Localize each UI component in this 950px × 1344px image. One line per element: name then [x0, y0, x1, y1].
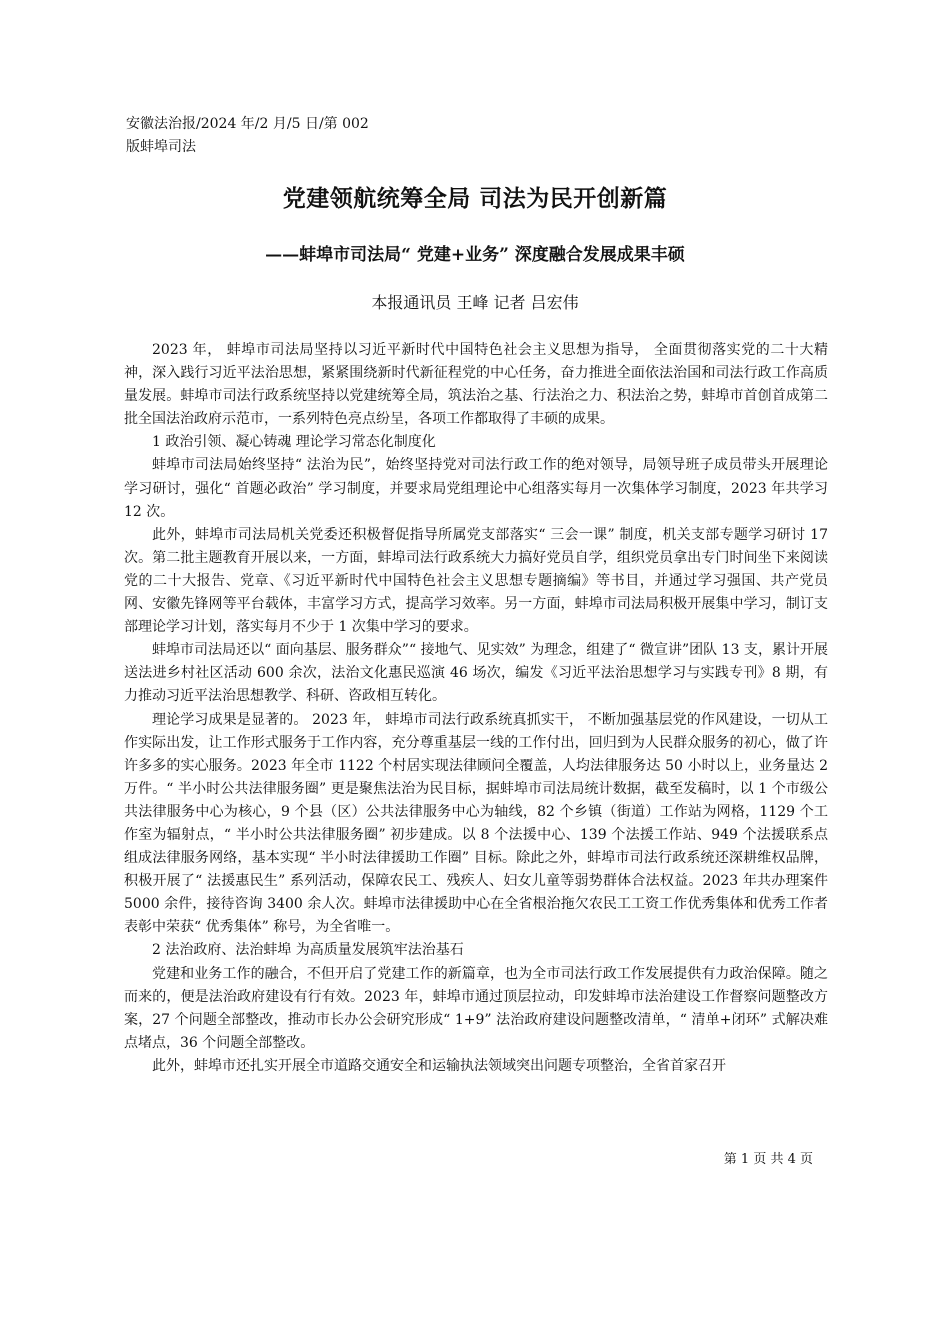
article-byline: 本报通讯员 王峰 记者 吕宏伟: [371, 293, 579, 312]
paragraph: 2023 年， 蚌埠市司法局坚持以习近平新时代中国特色社会主义思想为指导， 全面贯彻落实党的二十大精神，深入践行习近平法治思想，紧紧围绕新时代新征程党的中心任务，奋力推进全面依法治国和司法行政工作高质量发展。蚌埠市司法行政系统坚持以党建统筹全局，筑法治之基、行法治之力、积法治之势，蚌埠市首创首成第二批全国法治政府示范市，一系列特色亮点纷呈，各项工作都取得了丰硕的成果。: [124, 342, 828, 428]
paragraph: 蚌埠市司法局始终坚持“ 法治为民”，始终坚持党对司法行政工作的绝对领导，局领导班子成员带头开展理论学习研讨，强化“ 首题必政治” 学习制度，并要求局党组理论中心组落实每月一次集体学习制度，2023 年共学习 12 次。: [124, 457, 828, 520]
paragraph: 此外，蚌埠市还扎实开展全市道路交通安全和运输执法领域突出问题专项整治，全省首家召开: [152, 1057, 726, 1074]
page-number: 第 1 页 共 4 页: [723, 1152, 813, 1167]
source-line: 安徽法治报/2024 年/2 月/5 日/第 002: [126, 116, 369, 132]
article-subtitle: ——蚌埠市司法局“ 党建+业务” 深度融合发展成果丰硕: [265, 245, 685, 265]
article-body: [124, 339, 828, 1078]
paragraph: 蚌埠市司法局还以“ 面向基层、服务群众”“ 接地气、见实效” 为理念，组建了“ 微宣讲”团队 13 支，累计开展送法进乡村社区活动 600 余次，法治文化惠民巡演 46 场次，编发《习近平法治思想学习与实践专刊》8 期，有力推动习近平法治思想教学、科研、咨政相互转化。: [124, 642, 828, 705]
section-heading: 2 法治政府、法治蚌埠 为高质量发展筑牢法治基石: [152, 942, 464, 959]
section-heading: 1 政治引领、凝心铸魂 理论学习常态化制度化: [152, 434, 436, 451]
paragraph: 此外，蚌埠市司法局机关党委还积极督促指导所属党支部落实“ 三会一课” 制度，机关支部专题学习研讨 17 次。第二批主题教育开展以来，一方面，蚌埠司法行政系统大力搞好党员自学，组织党员拿出专门时间坐下来阅读党的二十大报告、党章、《习近平新时代中国特色社会主义思想专题摘编》等书目，并通过学习强国、共产党员网、安徽先锋网等平台载体，丰富学习方式，提高学习效率。另一方面，蚌埠市司法局积极开展集中学习，制订支部理论学习计划，落实每月不少于 1 次集中学习的要求。: [124, 526, 828, 636]
source-info: [126, 113, 426, 159]
source-line: 版蚌埠司法: [126, 139, 196, 155]
paragraph: 党建和业务工作的融合，不但开启了党建工作的新篇章，也为全市司法行政工作发展提供有力政治保障。随之而来的，便是法治政府建设有行有效。2023 年，蚌埠市通过顶层拉动，印发蚌埠市法治建设工作督察问题整改方案，27 个问题全部整改，推动市长办公会研究形成“ 1+9” 法治政府建设问题整改清单，“ 清单+闭环” 式解决难点堵点，36 个问题全部整改。: [124, 965, 828, 1051]
article-title: 党建领航统筹全局 司法为民开创新篇: [282, 185, 668, 212]
paragraph: 理论学习成果是显著的。 2023 年， 蚌埠市司法行政系统真抓实干， 不断加强基层党的作风建设，一切从工作实际出发，让工作形式服务于工作内容，充分尊重基层一线的工作付出，回归到为人民群众服务的初心，做了许许多多的实心服务。2023 年全市 1122 个村居实现法律顾问全覆盖，人均法律服务达 50 小时以上，业务量达 2 万件。“ 半小时公共法律服务圈” 更是聚焦法治为民目标，据蚌埠市司法局统计数据，截至发稿时，以 1 个市级公共法律服务中心为核心，9 个县（区）公共法律服务中心为轴线，82 个乡镇（街道）工作站为网格，1129 个工作室为辐射点，“ 半小时公共法律服务圈” 初步建成。以 8 个法援中心、139 个法援工作站、949 个法援联系点组成法律服务网络，基本实现“ 半小时法律援助工作圈” 目标。除此之外，蚌埠市司法行政系统还深耕维权品牌，积极开展了“ 法援惠民生” 系列活动，保障农民工、残疾人、妇女儿童等弱势群体合法权益。2023 年共办理案件 5000 余件，接待咨询 3400 余人次。蚌埠市法律援助中心在全省根治拖欠农民工工资工作优秀集体和优秀工作者表彰中荣获“ 优秀集体” 称号，为全省唯一。: [124, 711, 828, 936]
